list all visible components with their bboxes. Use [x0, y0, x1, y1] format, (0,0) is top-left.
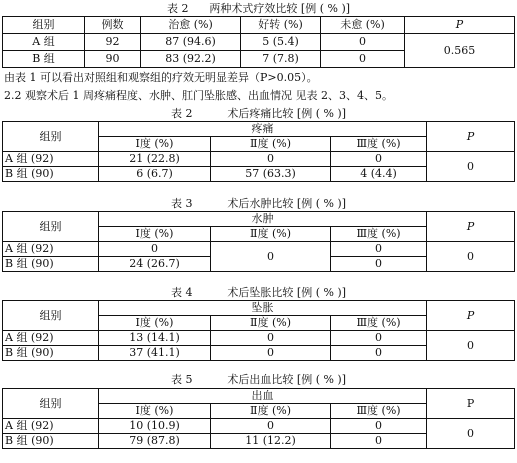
table-cell: 37 (41.1): [99, 346, 211, 361]
table-cell: 13 (14.1): [99, 331, 211, 346]
table-row: [3, 419, 515, 434]
table-caption-efficacy: 表 2 两种术式疗效比较 [例 ( % )]: [166, 2, 351, 15]
table-cell: 10 (10.9): [99, 419, 211, 434]
measure-header: 出血: [99, 389, 427, 404]
bleeding-table: [2, 388, 515, 449]
table-row: [3, 152, 515, 167]
table-cell: 87 (94.6): [141, 34, 241, 51]
table-cell: A 组 (92): [3, 419, 99, 434]
grade-header: Ⅱ度 (%): [211, 316, 331, 331]
table-cell: 0: [321, 34, 405, 51]
table-cell: 0: [211, 346, 331, 361]
table-cell: 57 (63.3): [211, 167, 331, 182]
grade-header: Ⅲ度 (%): [331, 316, 427, 331]
table-cell: 0: [331, 242, 427, 257]
table-cell: 90: [85, 51, 141, 68]
table-caption-edema: 表 3 术后水肿比较 [例 ( % )]: [170, 197, 347, 210]
grade-header: Ⅲ度 (%): [331, 137, 427, 152]
table-cell: 0: [321, 51, 405, 68]
table-row: [3, 34, 515, 51]
table-cell: 0: [99, 242, 211, 257]
p-value-cell: 0.565: [405, 34, 515, 68]
table-cell: A 组 (92): [3, 242, 99, 257]
p-header: P: [427, 122, 515, 152]
p-header: P: [427, 389, 515, 419]
p-header: P: [427, 212, 515, 242]
table-header-row: [3, 17, 515, 34]
measure-header: 疼痛: [99, 122, 427, 137]
table-cell: B 组 (90): [3, 346, 99, 361]
table-cell: 0: [331, 331, 427, 346]
table-cell: 6 (6.7): [99, 167, 211, 182]
group-header: 组别: [3, 389, 99, 419]
table-cell: B 组 (90): [3, 257, 99, 272]
table-cell: 0: [331, 152, 427, 167]
pain-table: [2, 121, 515, 182]
group-header: 组别: [3, 122, 99, 152]
header-cell: 未愈 (%): [321, 17, 405, 34]
p-value-cell: 0: [427, 242, 515, 272]
table-cell: 79 (87.8): [99, 434, 211, 449]
paragraph-result: 由表 1 可以看出对照组和观察组的疗效无明显差异（P>0.05）。: [4, 71, 318, 84]
table-cell: 5 (5.4): [241, 34, 321, 51]
table-cell: 0: [211, 419, 331, 434]
table-caption-bleeding: 表 5 术后出血比较 [例 ( % )]: [170, 373, 347, 386]
measure-header: 坠胀: [99, 301, 427, 316]
table-cell: 83 (92.2): [141, 51, 241, 68]
table-cell: A 组: [3, 34, 85, 51]
table-caption-distension: 表 4 术后坠胀比较 [例 ( % )]: [170, 286, 347, 299]
grade-header: Ⅲ度 (%): [331, 227, 427, 242]
table-cell: 24 (26.7): [99, 257, 211, 272]
measure-header: 水肿: [99, 212, 427, 227]
table-cell: A 组 (92): [3, 331, 99, 346]
table-cell: 0: [331, 434, 427, 449]
table-cell: A 组 (92): [3, 152, 99, 167]
table-cell: B 组 (90): [3, 167, 99, 182]
header-cell: 治愈 (%): [141, 17, 241, 34]
header-cell: P: [405, 17, 515, 34]
table-cell: 21 (22.8): [99, 152, 211, 167]
header-cell: 好转 (%): [241, 17, 321, 34]
table-cell: B 组: [3, 51, 85, 68]
table-row: [3, 331, 515, 346]
grade-header: Ⅱ度 (%): [211, 404, 331, 419]
header-cell: 组别: [3, 17, 85, 34]
p-value-cell: 0: [427, 152, 515, 182]
paragraph-section-heading: 2.2 观察术后 1 周疼痛程度、水肿、肛门坠胀感、出血情况 见表 2、3、4、5。: [4, 89, 393, 102]
p-value-cell: 0: [427, 419, 515, 449]
grade-header: Ⅱ度 (%): [211, 227, 331, 242]
table-cell: 4 (4.4): [331, 167, 427, 182]
grade-header: Ⅰ度 (%): [99, 227, 211, 242]
grade-header: Ⅲ度 (%): [331, 404, 427, 419]
table-cell: 0: [331, 346, 427, 361]
p-value-cell: 0: [427, 331, 515, 361]
table-cell: 0: [331, 419, 427, 434]
table-row: [3, 242, 515, 257]
group-header: 组别: [3, 301, 99, 331]
table-cell: 7 (7.8): [241, 51, 321, 68]
table-cell: 0: [211, 331, 331, 346]
distension-table: [2, 300, 515, 361]
edema-table: [2, 211, 515, 272]
table-cell: B 组 (90): [3, 434, 99, 449]
table-caption-pain: 表 2 术后疼痛比较 [例 ( % )]: [170, 107, 347, 120]
efficacy-table: [2, 16, 515, 68]
table-cell: 0: [211, 242, 331, 272]
grade-header: Ⅱ度 (%): [211, 137, 331, 152]
grade-header: Ⅰ度 (%): [99, 316, 211, 331]
header-cell: 例数: [85, 17, 141, 34]
table-cell: 11 (12.2): [211, 434, 331, 449]
table-cell: 0: [211, 152, 331, 167]
table-cell: 92: [85, 34, 141, 51]
grade-header: Ⅰ度 (%): [99, 137, 211, 152]
table-cell: 0: [331, 257, 427, 272]
grade-header: Ⅰ度 (%): [99, 404, 211, 419]
group-header: 组别: [3, 212, 99, 242]
p-header: P: [427, 301, 515, 331]
